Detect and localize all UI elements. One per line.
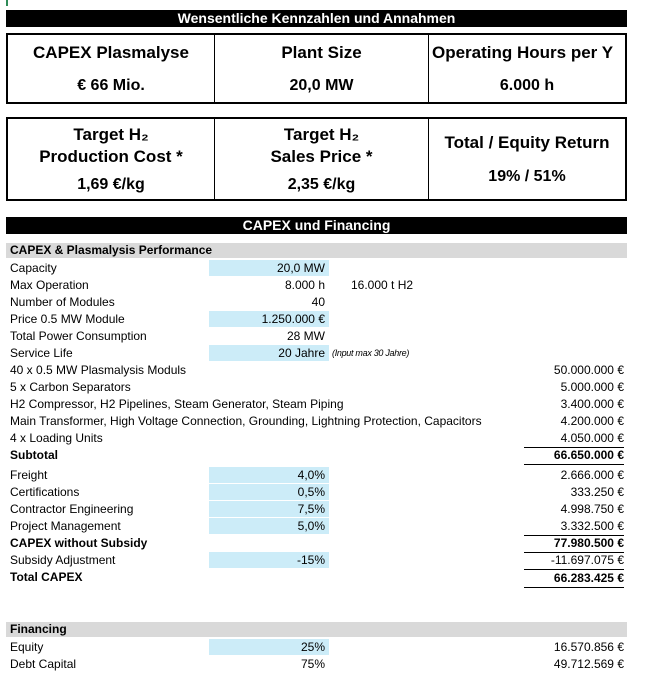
financing-section-header: Financing	[6, 622, 627, 637]
row-total[interactable]: 4.050.000 €	[524, 430, 624, 448]
row-label: Equity	[10, 640, 44, 654]
subsidy-input[interactable]: -15%	[209, 552, 329, 568]
row-label: 5 x Carbon Separators	[10, 380, 131, 394]
row-total-capex	[6, 569, 627, 586]
row-project-management	[6, 518, 627, 535]
debt-capital-value[interactable]: 75%	[300, 657, 325, 671]
kpi-value: 2,35 €/kg	[287, 176, 356, 193]
row-total[interactable]: 333.250 €	[570, 485, 624, 499]
h2-output-note: 16.000 t H2	[351, 278, 414, 292]
capex-without-subsidy-value[interactable]: 77.980.500 €	[524, 535, 624, 553]
kpi-plant-size[interactable]	[215, 35, 429, 102]
kpi-value: € 66 Mio.	[77, 77, 145, 95]
kpi-sales-price[interactable]	[215, 119, 429, 199]
modules-value[interactable]: 40	[311, 295, 325, 309]
kpi-label-line1: Total / Equity Return	[444, 133, 610, 152]
kpi-operating-hours[interactable]	[429, 35, 625, 102]
row-label: H2 Compressor, H2 Pipelines, Steam Generator, Steam Piping	[10, 397, 344, 411]
max-operation-value[interactable]: 8.000 h	[284, 278, 325, 292]
kpi-label: Operating Hours per Y	[432, 42, 614, 62]
row-total[interactable]: 49.712.569 €	[553, 657, 624, 671]
row-total[interactable]: 4.200.000 €	[560, 414, 624, 428]
kpi-label-line1: Target H₂	[73, 125, 149, 144]
row-total[interactable]: -11.697.075 €	[550, 553, 624, 567]
row-subsidy-adjustment	[6, 552, 627, 569]
row-h2-compressor	[6, 396, 627, 413]
kpi-label-line2: Sales Price *	[270, 147, 373, 166]
row-label: Total Power Consumption	[10, 329, 147, 343]
row-freight	[6, 467, 627, 484]
equity-input[interactable]: 25%	[209, 639, 329, 655]
freight-input[interactable]: 4,0%	[209, 467, 329, 483]
kpi-value: 1,69 €/kg	[77, 176, 145, 193]
kpi-return[interactable]	[429, 119, 625, 199]
row-modules	[6, 294, 627, 311]
row-equity	[6, 639, 627, 656]
certifications-input[interactable]: 0,5%	[209, 484, 329, 500]
row-main-transformer	[6, 413, 627, 430]
kpi-value: 6.000 h	[499, 77, 555, 95]
row-label: Main Transformer, High Voltage Connection, Grounding, Lightning Protection, Capacitors	[10, 414, 482, 428]
row-label: Service Life	[10, 346, 73, 360]
row-total[interactable]: 3.400.000 €	[560, 397, 624, 411]
row-label: CAPEX without Subsidy	[10, 536, 148, 550]
row-label: Certifications	[10, 485, 80, 499]
row-label: 4 x Loading Units	[10, 431, 103, 445]
kpi-capex[interactable]	[8, 35, 215, 102]
kpi-row-1	[6, 33, 627, 104]
kpi-value: 20,0 MW	[289, 77, 354, 95]
row-total[interactable]: 2.666.000 €	[560, 468, 624, 482]
row-total[interactable]: 5.000.000 €	[560, 380, 624, 394]
row-loading-units	[6, 430, 627, 447]
row-label: Price 0.5 MW Module	[10, 312, 125, 326]
row-plasmalysis-moduls	[6, 362, 627, 379]
row-label: Project Management	[10, 519, 121, 533]
row-label: Subtotal	[10, 448, 58, 462]
row-label: Capacity	[10, 261, 57, 275]
row-label: 40 x 0.5 MW Plasmalysis Moduls	[10, 363, 187, 377]
row-label: Number of Modules	[10, 295, 115, 309]
row-module-price	[6, 311, 627, 328]
kpi-label-line2: Production Cost *	[39, 147, 183, 166]
capex-section-header: CAPEX & Plasmalysis Performance	[6, 243, 627, 258]
kpi-value: 19% / 51%	[488, 168, 566, 185]
row-total[interactable]: 4.998.750 €	[560, 502, 624, 516]
service-life-note: (Input max 30 Jahre)	[332, 348, 410, 358]
service-life-input[interactable]: 20 Jahre	[209, 345, 329, 361]
row-label: Freight	[10, 468, 48, 482]
capex-financing-header: CAPEX und Financing	[6, 217, 627, 234]
row-debt-capital	[6, 656, 627, 673]
row-total[interactable]: 3.332.500 €	[524, 518, 624, 536]
row-capex-without-subsidy	[6, 535, 627, 552]
row-contractor-engineering	[6, 501, 627, 518]
row-service-life	[6, 345, 627, 362]
row-label: Total CAPEX	[10, 570, 83, 584]
row-max-operation	[6, 277, 627, 294]
contractor-engineering-input[interactable]: 7,5%	[209, 501, 329, 517]
total-capex-value[interactable]: 66.283.425 €	[524, 569, 624, 588]
row-label: Contractor Engineering	[10, 502, 134, 516]
key-figures-header: Wensentliche Kennzahlen und Annahmen	[6, 10, 627, 27]
power-consumption-value[interactable]: 28 MW	[286, 329, 325, 343]
row-capacity	[6, 260, 627, 277]
subtotal-value[interactable]: 66.650.000 €	[524, 447, 624, 465]
row-certifications	[6, 484, 627, 501]
row-total[interactable]: 16.570.856 €	[553, 640, 624, 654]
kpi-production-cost[interactable]	[8, 119, 215, 199]
kpi-label: CAPEX Plasmalyse	[33, 42, 189, 62]
project-management-input[interactable]: 5,0%	[209, 518, 329, 534]
kpi-row-2	[6, 117, 627, 201]
row-power-consumption	[6, 328, 627, 345]
kpi-label-line1: Target H₂	[283, 125, 360, 144]
row-label: Max Operation	[10, 278, 89, 292]
row-label: Debt Capital	[10, 657, 77, 671]
row-total[interactable]: 50.000.000 €	[553, 363, 624, 377]
kpi-label: Plant Size	[281, 42, 362, 62]
capacity-input[interactable]: 20,0 MW	[209, 260, 329, 276]
module-price-input[interactable]: 1.250.000 €	[209, 311, 329, 327]
row-label: Subsidy Adjustment	[10, 553, 116, 567]
row-subtotal	[6, 447, 627, 464]
row-carbon-separators	[6, 379, 627, 396]
cell-marker	[6, 0, 8, 6]
